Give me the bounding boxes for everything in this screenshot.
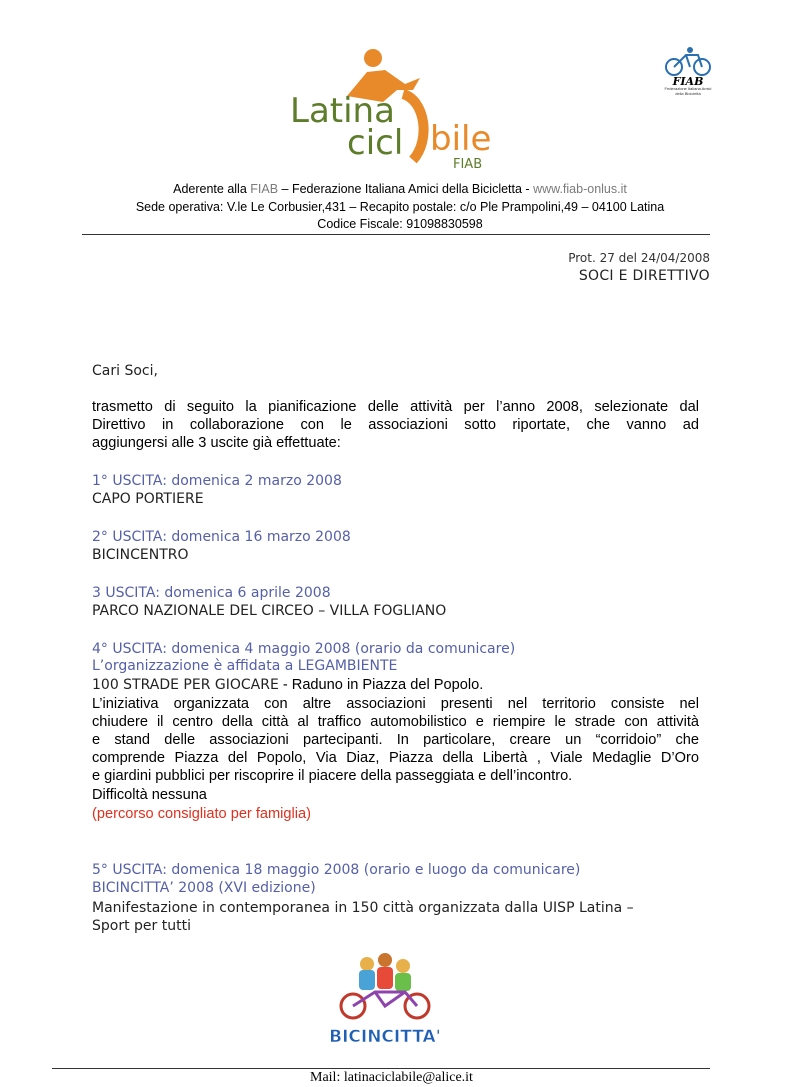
event-4-description-line: chiudere il centro della città al traffico automobilistico e riempire le strade con attività	[92, 714, 699, 730]
event-5-description-line: Manifestazione in contemporanea in 150 città organizzata dalla UISP Latina –	[92, 900, 634, 916]
bici-kid-head-3	[396, 959, 410, 973]
event-4-name: 100 STRADE PER GIOCARE - Raduno in Piazza del Popolo.	[92, 677, 484, 693]
event-4-description-line: e giardini pubblici per riscoprire il piacere della passeggiata e dell’incontro.	[92, 768, 573, 784]
fiab-rider-head	[687, 47, 693, 53]
event-4-description	[92, 695, 699, 785]
bicincitta-logo-text: BICINCITTA'	[329, 1027, 441, 1047]
footer-mail-address[interactable]: latinaciclabile@alice.it	[343, 1070, 473, 1085]
bici-kid-body-2	[377, 967, 393, 989]
protocol-number: Prot. 27 del 24/04/2008	[568, 251, 710, 265]
event-2-name: BICINCENTRO	[92, 547, 189, 563]
logo-wheel-arc	[403, 94, 424, 160]
header-affiliation-line: Aderente alla FIAB – Federazione Italiana Amici della Bicicletta - www.fiab-onlus.it	[173, 182, 627, 196]
event-2-heading: 2° USCITA: domenica 16 marzo 2008	[92, 529, 351, 545]
event-4-description-line: L’iniziativa organizzata con altre associazioni presenti nel territorio consiste nel	[92, 696, 699, 712]
bici-kid-body-1	[359, 970, 375, 990]
latina-ciclabile-logo	[285, 40, 530, 180]
event-4-heading: 4° USCITA: domenica 4 maggio 2008 (orario da comunicare)	[92, 641, 516, 657]
fiab-logo-text: FIAB	[672, 75, 704, 88]
event-5-heading: 5° USCITA: domenica 18 maggio 2008 (orario e luogo da comunicare)	[92, 862, 581, 878]
recipients: SOCI E DIRETTIVO	[578, 268, 710, 284]
intro-line: aggiungersi alle 3 uscite già effettuate:	[92, 435, 341, 451]
logo-cyclist-head	[364, 49, 382, 67]
intro-line: trasmetto di seguito la pianificazione delle attività per l’anno 2008, selezionate dal	[92, 399, 699, 415]
bici-kid-head-1	[360, 957, 374, 971]
logo-word-bile: bile	[430, 119, 492, 159]
event-4-difficulty: Difficoltà nessuna	[92, 787, 207, 803]
header-fiscal-code: Codice Fiscale: 91098830598	[317, 217, 483, 231]
event-1-heading: 1° USCITA: domenica 2 marzo 2008	[92, 473, 342, 489]
event-5-subtitle: BICINCITTA’ 2008 (XVI edizione)	[92, 880, 316, 896]
footer-mail: Mail: latinaciclabile@alice.it	[310, 1070, 473, 1085]
bicincitta-logo	[325, 950, 445, 1050]
event-1-name: CAPO PORTIERE	[92, 491, 204, 507]
event-4-organizer: L’organizzazione è affidata a LEGAMBIENTE	[92, 658, 398, 674]
logo-fiab-tag: FIAB	[453, 157, 483, 172]
fiab-logo-subtitle: Federazione Italiana Amici della Bicicletta	[664, 86, 712, 96]
event-3-heading: 3 USCITA: domenica 6 aprile 2008	[92, 585, 331, 601]
bici-kid-head-2	[378, 953, 392, 967]
bici-kid-body-3	[395, 973, 411, 991]
logo-word-latina: Latina	[290, 91, 395, 131]
header-divider	[82, 234, 710, 235]
logo-word-cicl: cicl	[347, 123, 404, 163]
event-4-family-note: (percorso consigliato per famiglia)	[92, 806, 311, 822]
event-5-description-line: Sport per tutti	[92, 918, 191, 934]
event-3-name: PARCO NAZIONALE DEL CIRCEO – VILLA FOGLIANO	[92, 603, 447, 619]
event-4-description-line: comprende Piazza del Popolo, Via Diaz, Piazza della Libertà , Viale Medaglie D’Oro	[92, 750, 699, 766]
footer-divider	[52, 1068, 710, 1069]
header-address-line: Sede operativa: V.le Le Corbusier,431 – Recapito postale: c/o Ple Prampolini,49 – 04100 Latina	[135, 200, 665, 214]
greeting: Cari Soci,	[92, 363, 158, 379]
intro-line: Direttivo in collaborazione con le associazioni sotto riportate, che vanno ad	[92, 417, 699, 433]
header-website[interactable]: www.fiab-onlus.it	[533, 182, 627, 196]
event-4-description-line: e stand delle associazioni partecipanti. In particolare, creare un “corridoio” che	[92, 732, 699, 748]
intro-paragraph	[92, 398, 699, 452]
